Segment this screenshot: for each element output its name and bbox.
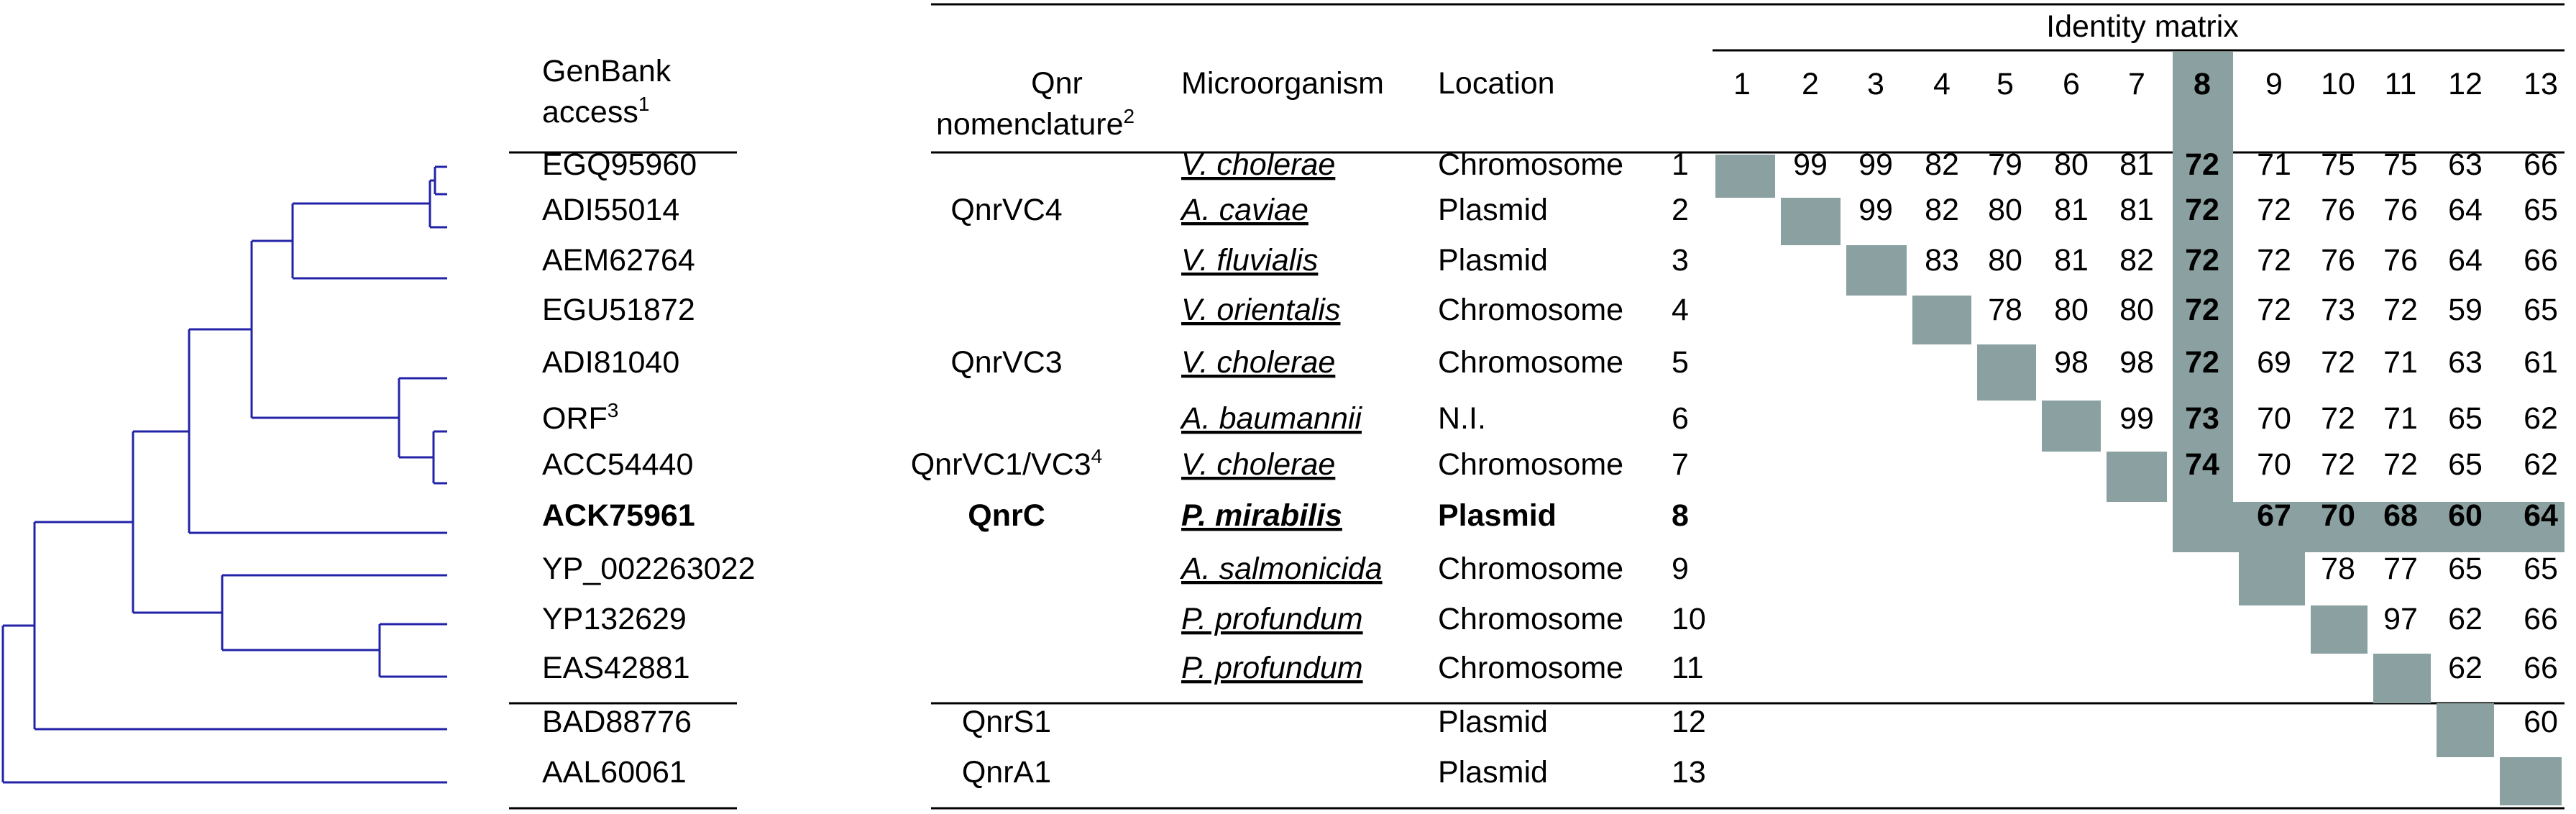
identity-value: 99 bbox=[1858, 193, 1893, 227]
identity-value: 62 bbox=[2524, 447, 2558, 482]
identity-value: 62 bbox=[2524, 401, 2558, 436]
location: N.I. bbox=[1438, 401, 1486, 436]
diagonal-cell bbox=[2373, 654, 2431, 703]
microorganism: V. orientalis bbox=[1181, 293, 1341, 327]
qnr-header: Qnr bbox=[1031, 66, 1083, 101]
column-number: 12 bbox=[2448, 67, 2483, 101]
diagonal-cell bbox=[2107, 452, 2167, 502]
column-number: 10 bbox=[2321, 67, 2355, 101]
microorganism: V. fluvialis bbox=[1181, 243, 1319, 278]
microorganism-header: Microorganism bbox=[1181, 66, 1384, 101]
identity-value: 71 bbox=[2383, 345, 2418, 380]
identity-value: 65 bbox=[2524, 193, 2558, 227]
qnr-group-label: QnrVC3 bbox=[950, 345, 1063, 380]
identity-value: 66 bbox=[2524, 651, 2558, 685]
identity-value: 76 bbox=[2321, 193, 2355, 227]
table-body bbox=[542, 147, 2558, 790]
column-number: 8 bbox=[2194, 67, 2211, 101]
identity-value: 73 bbox=[2185, 401, 2219, 436]
identity-value: 80 bbox=[1988, 193, 2022, 227]
table-row bbox=[542, 602, 2558, 636]
identity-value: 63 bbox=[2448, 345, 2483, 380]
identity-value: 78 bbox=[1988, 293, 2022, 327]
identity-value: 73 bbox=[2321, 293, 2355, 327]
footnote-4: 4 bbox=[1091, 445, 1103, 467]
qnr-group-label: QnrA1 bbox=[961, 755, 1052, 790]
identity-value: 98 bbox=[2119, 345, 2154, 380]
row-number: 6 bbox=[1672, 401, 1689, 436]
identity-value: 72 bbox=[2383, 447, 2418, 482]
diagonal-cell bbox=[2500, 757, 2562, 805]
identity-value: 75 bbox=[2383, 147, 2418, 182]
column-number: 13 bbox=[2524, 67, 2558, 101]
location: Chromosome bbox=[1438, 293, 1624, 327]
identity-value: 66 bbox=[2524, 147, 2558, 182]
row-number: 11 bbox=[1672, 651, 1704, 685]
column-number: 1 bbox=[1733, 67, 1751, 101]
table-row bbox=[542, 293, 2558, 327]
identity-value: 72 bbox=[2321, 401, 2355, 436]
identity-value: 70 bbox=[2257, 447, 2291, 482]
identity-value: 82 bbox=[1925, 147, 1959, 182]
row-number: 5 bbox=[1672, 345, 1689, 380]
diagonal-cell bbox=[1715, 155, 1775, 198]
identity-value: 69 bbox=[2257, 345, 2291, 380]
identity-value: 65 bbox=[2448, 401, 2483, 436]
identity-value: 72 bbox=[2185, 345, 2219, 380]
location: Chromosome bbox=[1438, 345, 1624, 380]
diagonal-cell bbox=[2042, 401, 2101, 452]
identity-value: 70 bbox=[2321, 498, 2355, 533]
identity-value: 99 bbox=[1858, 147, 1893, 182]
genbank-header: GenBank bbox=[542, 54, 671, 88]
identity-value: 80 bbox=[1988, 243, 2022, 278]
identity-value: 65 bbox=[2524, 293, 2558, 327]
identity-value: 72 bbox=[2185, 193, 2219, 227]
identity-value: 79 bbox=[1988, 147, 2022, 182]
identity-value: 72 bbox=[2185, 243, 2219, 278]
phylogenetic-tree bbox=[3, 167, 447, 782]
microorganism: A. salmonicida bbox=[1181, 552, 1383, 586]
identity-value: 82 bbox=[2119, 243, 2154, 278]
column-number: 6 bbox=[2063, 67, 2080, 101]
diagonal-cell bbox=[1781, 198, 1841, 245]
microorganism: P. mirabilis bbox=[1181, 498, 1342, 533]
identity-value: 70 bbox=[2257, 401, 2291, 436]
row-number: 12 bbox=[1672, 705, 1706, 739]
identity-value: 72 bbox=[2257, 193, 2291, 227]
identity-value: 99 bbox=[2119, 401, 2154, 436]
genbank-accession: YP132629 bbox=[542, 602, 687, 636]
table-row bbox=[542, 705, 2558, 739]
identity-value: 60 bbox=[2448, 498, 2483, 533]
identity-value: 76 bbox=[2383, 193, 2418, 227]
microorganism: A. baumannii bbox=[1181, 401, 1362, 436]
location: Plasmid bbox=[1438, 193, 1548, 227]
identity-value: 66 bbox=[2524, 243, 2558, 278]
genbank-accession: AAL60061 bbox=[542, 755, 687, 790]
diagonal-cell bbox=[2437, 703, 2494, 757]
table-header bbox=[542, 9, 2558, 142]
microorganism: V. cholerae bbox=[1181, 345, 1336, 380]
table-row bbox=[542, 193, 2558, 227]
genbank-accession: ADI81040 bbox=[542, 345, 680, 380]
identity-value: 67 bbox=[2257, 498, 2291, 533]
location: Plasmid bbox=[1438, 498, 1557, 533]
identity-value: 98 bbox=[2054, 345, 2089, 380]
microorganism: V. cholerae bbox=[1181, 447, 1336, 482]
identity-value: 81 bbox=[2119, 193, 2154, 227]
identity-value: 72 bbox=[2321, 345, 2355, 380]
row-number: 9 bbox=[1672, 552, 1689, 586]
table-row bbox=[542, 447, 2558, 482]
diagonal-cell bbox=[2239, 552, 2305, 605]
genbank-accession: EGU51872 bbox=[542, 293, 695, 327]
identity-value: 72 bbox=[2257, 243, 2291, 278]
identity-value: 64 bbox=[2448, 193, 2483, 227]
identity-value: 60 bbox=[2524, 705, 2558, 739]
row-number: 3 bbox=[1672, 243, 1689, 278]
identity-value: 80 bbox=[2054, 293, 2089, 327]
identity-matrix-header: Identity matrix bbox=[2046, 9, 2239, 44]
column-number: 2 bbox=[1802, 67, 1819, 101]
identity-value: 78 bbox=[2321, 552, 2355, 586]
genbank-accession: YP_002263022 bbox=[542, 552, 756, 586]
diagonal-cell bbox=[1912, 296, 1971, 344]
identity-value: 72 bbox=[2185, 293, 2219, 327]
qnr-group-label: QnrVC4 bbox=[950, 193, 1063, 227]
genbank-accession: ACK75961 bbox=[542, 498, 695, 533]
row-number: 2 bbox=[1672, 193, 1689, 227]
identity-value: 65 bbox=[2448, 447, 2483, 482]
location: Chromosome bbox=[1438, 602, 1624, 636]
column-number: 7 bbox=[2128, 67, 2145, 101]
column-number: 11 bbox=[2384, 67, 2417, 101]
row-number: 13 bbox=[1672, 755, 1706, 790]
diagonal-cell bbox=[1977, 344, 2036, 401]
genbank-accession: ACC54440 bbox=[542, 447, 694, 482]
identity-value: 72 bbox=[2257, 293, 2291, 327]
footnote-2: 2 bbox=[1123, 105, 1135, 127]
table-row bbox=[542, 399, 2558, 436]
genbank-accession: AEM62764 bbox=[542, 243, 695, 278]
diagonal-cell bbox=[2311, 605, 2368, 654]
identity-value: 65 bbox=[2448, 552, 2483, 586]
identity-value: 72 bbox=[2383, 293, 2418, 327]
location: Plasmid bbox=[1438, 705, 1548, 739]
footnote-3: 3 bbox=[607, 399, 619, 421]
location: Plasmid bbox=[1438, 755, 1548, 790]
identity-value: 61 bbox=[2524, 345, 2558, 380]
location: Plasmid bbox=[1438, 243, 1548, 278]
genbank-accession: EAS42881 bbox=[542, 651, 690, 685]
table-row bbox=[542, 345, 2558, 380]
identity-value: 72 bbox=[2185, 147, 2219, 182]
row-number: 1 bbox=[1672, 147, 1689, 182]
row-number: 4 bbox=[1672, 293, 1689, 327]
location: Chromosome bbox=[1438, 552, 1624, 586]
identity-value: 81 bbox=[2054, 193, 2089, 227]
qnr-group-label: QnrS1 bbox=[961, 705, 1052, 739]
microorganism: P. profundum bbox=[1181, 602, 1363, 636]
row-number: 7 bbox=[1672, 447, 1689, 482]
identity-value: 62 bbox=[2448, 602, 2483, 636]
identity-value: 83 bbox=[1925, 243, 1959, 278]
genbank-accession: ADI55014 bbox=[542, 193, 680, 227]
identity-value: 75 bbox=[2321, 147, 2355, 182]
table-row bbox=[542, 651, 2558, 685]
identity-value: 82 bbox=[1925, 193, 1959, 227]
identity-value: 63 bbox=[2448, 147, 2483, 182]
genbank-accession: BAD88776 bbox=[542, 705, 692, 739]
microorganism: P. profundum bbox=[1181, 651, 1363, 685]
location: Chromosome bbox=[1438, 447, 1624, 482]
identity-value: 74 bbox=[2185, 447, 2219, 482]
identity-value: 76 bbox=[2321, 243, 2355, 278]
diagonal-cell bbox=[1846, 245, 1907, 296]
row-number: 10 bbox=[1672, 602, 1706, 636]
identity-value: 64 bbox=[2448, 243, 2483, 278]
column-number: 3 bbox=[1867, 67, 1884, 101]
column-number: 5 bbox=[1997, 67, 2014, 101]
genbank-header: access$^1$ bbox=[542, 93, 650, 129]
identity-value: 68 bbox=[2383, 498, 2418, 533]
location: Chromosome bbox=[1438, 651, 1624, 685]
qnr-header: nomenclature$^2$ bbox=[935, 105, 1135, 142]
microorganism: A. caviae bbox=[1181, 193, 1308, 227]
location-header: Location bbox=[1438, 66, 1555, 101]
qnr-group-label: $QnrVC1/VC3^4$ bbox=[910, 445, 1103, 482]
column-number: 4 bbox=[1933, 67, 1951, 101]
location: Chromosome bbox=[1438, 147, 1624, 182]
identity-value: 62 bbox=[2448, 651, 2483, 685]
footnote-1: 1 bbox=[638, 93, 650, 115]
identity-value: 97 bbox=[2383, 602, 2418, 636]
table-row bbox=[542, 243, 2558, 278]
microorganism: V. cholerae bbox=[1181, 147, 1336, 182]
identity-value: 81 bbox=[2054, 243, 2089, 278]
identity-value: 59 bbox=[2448, 293, 2483, 327]
identity-value: 71 bbox=[2257, 147, 2291, 182]
table-row bbox=[542, 755, 1706, 790]
identity-value: 65 bbox=[2524, 552, 2558, 586]
identity-value: 76 bbox=[2383, 243, 2418, 278]
identity-value: 71 bbox=[2383, 401, 2418, 436]
identity-value: 64 bbox=[2524, 498, 2558, 533]
qnr-group-label: QnrC bbox=[968, 498, 1045, 533]
identity-value: 77 bbox=[2383, 552, 2418, 586]
genbank-accession: ORF$^3$ bbox=[542, 399, 619, 436]
column-number: 9 bbox=[2265, 67, 2283, 101]
identity-value: 81 bbox=[2119, 147, 2154, 182]
row-number: 8 bbox=[1672, 498, 1689, 533]
identity-value: 72 bbox=[2321, 447, 2355, 482]
identity-value: 80 bbox=[2054, 147, 2089, 182]
genbank-accession: EGQ95960 bbox=[542, 147, 697, 182]
identity-value: 80 bbox=[2119, 293, 2154, 327]
diagonal-cell bbox=[2173, 502, 2233, 552]
identity-value: 99 bbox=[1793, 147, 1828, 182]
identity-value: 66 bbox=[2524, 602, 2558, 636]
